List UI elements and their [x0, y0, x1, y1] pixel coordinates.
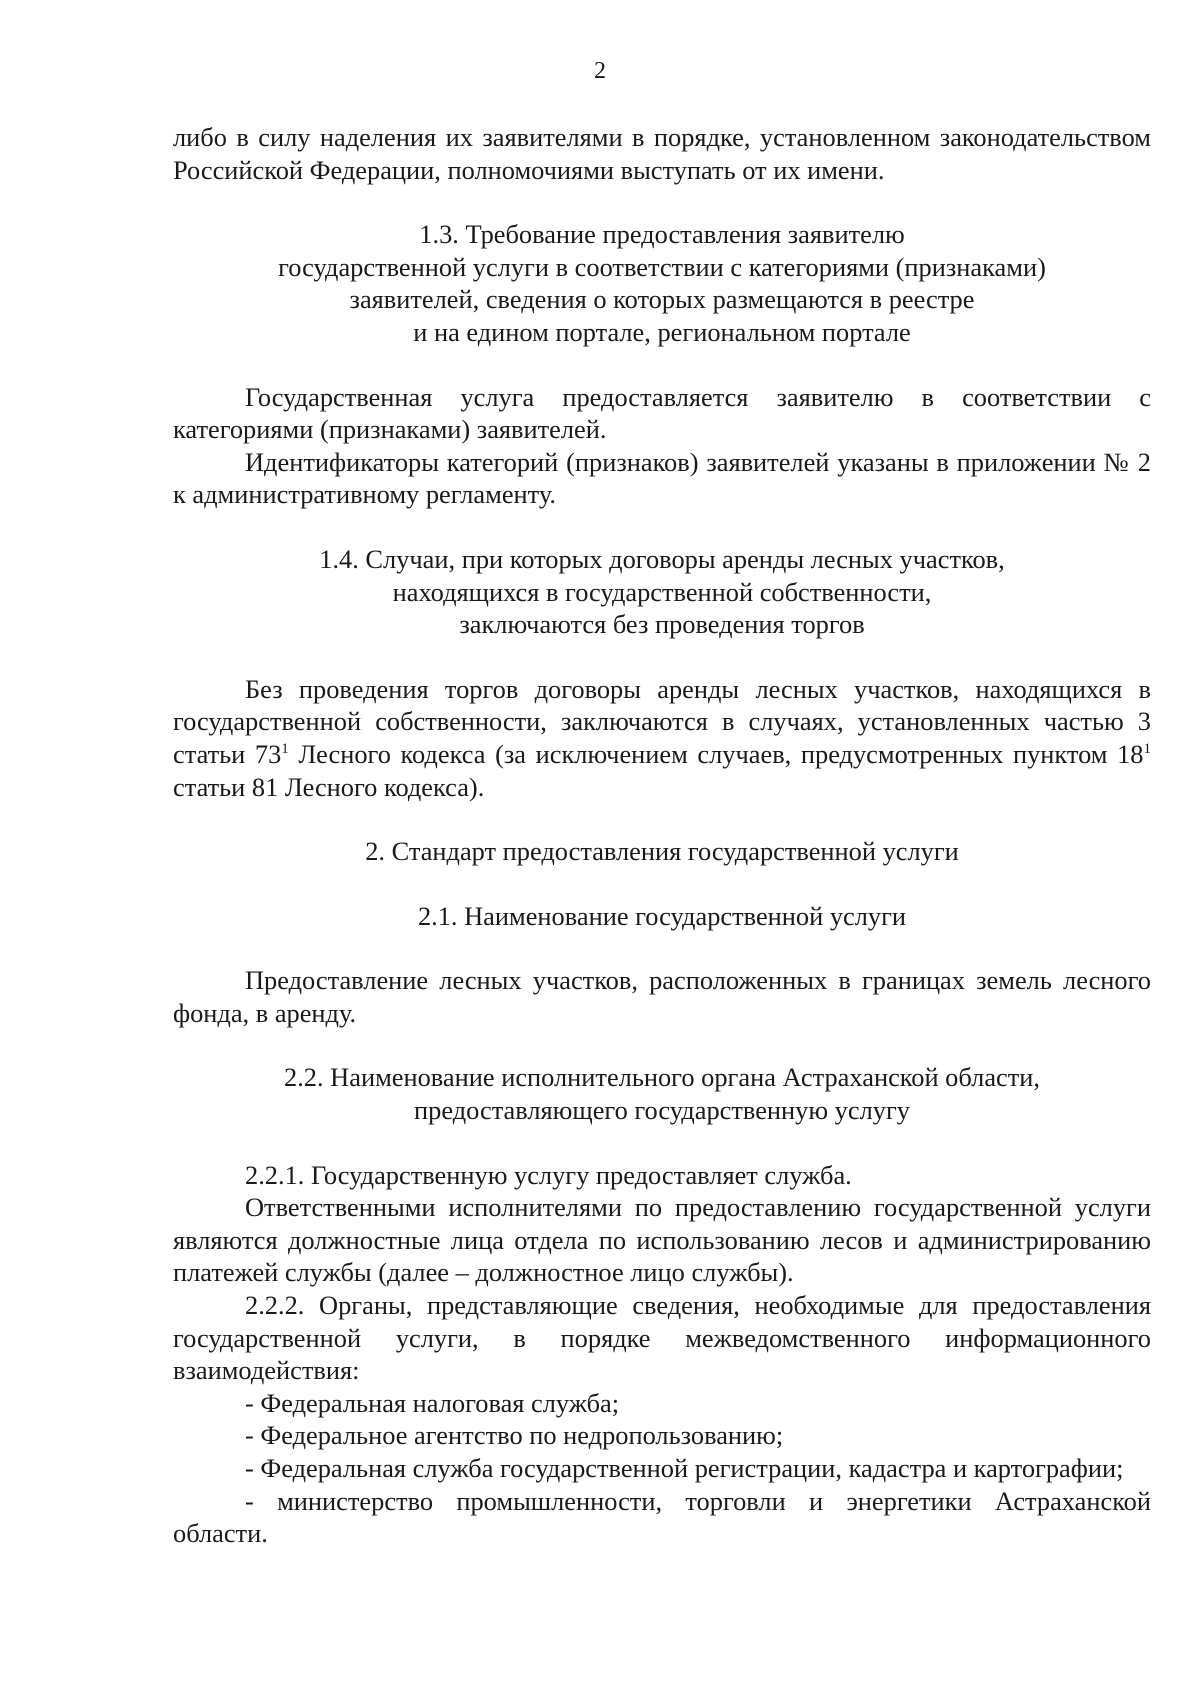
- heading-line: 2.2. Наименование исполнительного органа Астраханской области,: [284, 1062, 1040, 1093]
- section-2-2-heading: [173, 1061, 1151, 1126]
- heading-line: 2.1. Наименование государственной услуги: [417, 900, 907, 931]
- superscript: 1: [281, 740, 289, 757]
- paragraph: 2.2.2. Органы, представляющие сведения, необходимые для предоставления государственной услуги, в порядке межведомственного информационного взаимодействия:: [173, 1290, 1151, 1386]
- paragraph: Предоставление лесных участков, расположенных в границах земель лесного фонда, в аренду.: [173, 965, 1151, 1028]
- heading-line: предоставляющего государственную услугу: [414, 1095, 910, 1126]
- paragraph: Государственная услуга предоставляется заявителю в соответствии с категориями (признаками) заявителей.: [173, 381, 1151, 445]
- document-body: [173, 121, 1151, 1550]
- intro-paragraph: либо в силу наделения их заявителями в порядке, установленном законодательством Российской Федерации, полномочиями выступать от их имени.: [173, 122, 1151, 185]
- paragraph: [173, 673, 1151, 803]
- heading-line: государственной услуги в соответствии с категориями (признаками): [278, 251, 1046, 282]
- list-item: - Федеральная налоговая служба;: [245, 1387, 620, 1418]
- superscript: 1: [1143, 740, 1151, 757]
- paragraph: 2.2.1. Государственную услугу предоставляет служба.: [245, 1159, 852, 1190]
- list-item: - Федеральная служба государственной регистрации, кадастра и картографии;: [245, 1453, 1124, 1483]
- heading-line: и на едином портале, региональном портале: [413, 316, 911, 347]
- paragraph-text: Без проведения торгов договоры аренды лесных участков, находящихся в государственной собственности, заключаются в случаях, установленных частью 3 статьи 73: [173, 673, 1151, 769]
- paragraph: Ответственными исполнителями по предоставлению государственной услуги являются должностные лица отдела по использованию лесов и администрированию платежей службы (далее – должностное лицо службы).: [173, 1192, 1151, 1288]
- heading-line: 2. Стандарт предоставления государственной услуги: [365, 836, 959, 867]
- list-item: - министерство промышленности, торговли и энергетики Астраханской области.: [173, 1485, 1151, 1549]
- paragraph: Идентификаторы категорий (признаков) заявителей указаны в приложении № 2 к административному регламенту.: [173, 446, 1151, 510]
- section-1-3-heading: [173, 218, 1151, 348]
- heading-line: находящихся в государственной собственности,: [392, 576, 932, 607]
- heading-line: 1.3. Требование предоставления заявителю: [419, 219, 905, 250]
- list-item: - Федеральное агентство по недропользованию;: [245, 1420, 784, 1451]
- heading-line: заявителей, сведения о которых размещаются в реестре: [349, 284, 975, 315]
- heading-line: 1.4. Случаи, при которых договоры аренды лесных участков,: [319, 543, 1005, 574]
- paragraph-text: статьи 81 Лесного кодекса).: [173, 771, 485, 802]
- section-2-heading: [173, 835, 1151, 868]
- paragraph-text: Лесного кодекса (за исключением случаев, предусмотренных пунктом 18: [288, 738, 1144, 769]
- section-2-1-heading: [173, 900, 1151, 933]
- heading-line: заключаются без проведения торгов: [459, 609, 865, 640]
- page-number: 2: [594, 58, 606, 84]
- section-1-4-heading: [173, 543, 1151, 641]
